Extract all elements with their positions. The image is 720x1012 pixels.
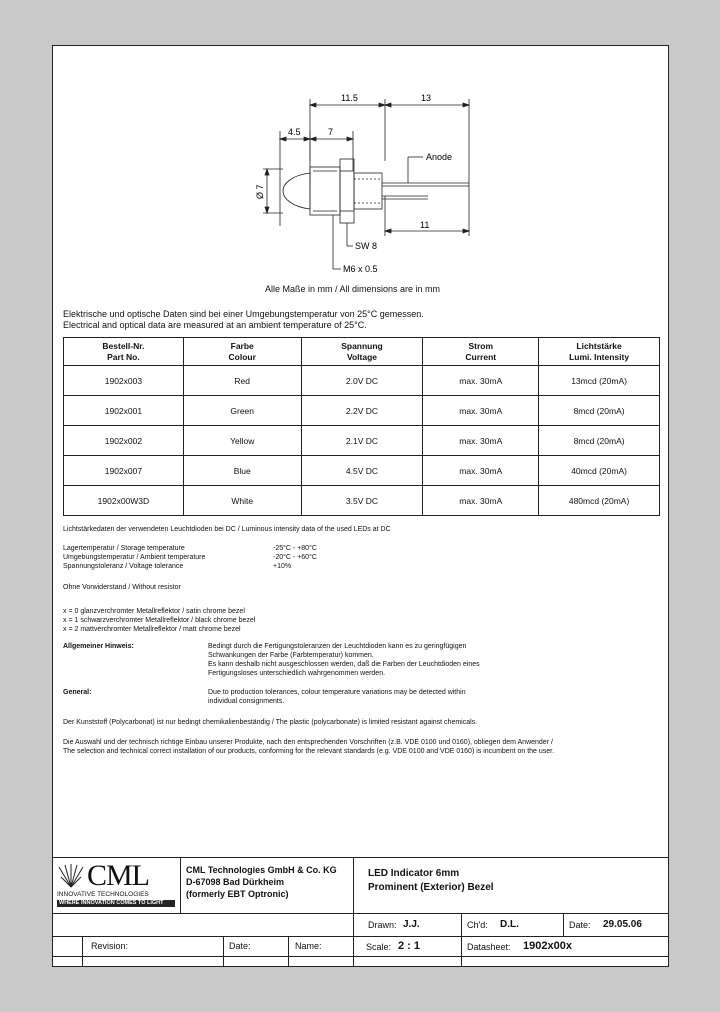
anode-label: Anode bbox=[426, 152, 453, 162]
note-selection-en: The selection and technical correct installation of our products, conforming for the relevant standards (e.g. VDE 0100 and VDE 0160) is incumbent on the user. bbox=[63, 748, 555, 755]
dim-4-5: 4.5 bbox=[288, 127, 301, 137]
tolerance-label: Spannungstoleranz / Voltage tolerance bbox=[63, 563, 184, 570]
drawn-value: J.J. bbox=[403, 919, 420, 930]
header-colour: Farbe Colour bbox=[183, 338, 301, 366]
datasheet-label: Datasheet: bbox=[467, 942, 511, 952]
cml-logo-icon bbox=[57, 863, 85, 889]
dim-11: 11 bbox=[420, 220, 430, 230]
cell-current: max. 30mA bbox=[423, 396, 539, 426]
cell-voltage: 2.0V DC bbox=[301, 366, 423, 396]
ambient-value: -20°C - +60°C bbox=[273, 554, 317, 561]
company-former: (formerly EBT Optronic) bbox=[186, 889, 289, 899]
dim-13: 13 bbox=[421, 93, 432, 103]
spec-table bbox=[63, 337, 660, 516]
thread-label: M6 x 0.5 bbox=[343, 264, 378, 274]
checked-label: Ch'd: bbox=[467, 920, 488, 930]
table-header-row bbox=[64, 338, 660, 366]
general-note-line: Es kann deshalb nicht ausgeschlossen werden, daß die Farben der Leuchtdioden eines bbox=[208, 661, 480, 668]
header-part-no: Bestell-Nr. Part No. bbox=[64, 338, 184, 366]
header-voltage: Spannung Voltage bbox=[301, 338, 423, 366]
title-block bbox=[53, 857, 668, 966]
revision-label: Revision: bbox=[91, 941, 129, 951]
note-plastic: Der Kunststoff (Polycarbonat) ist nur bedingt chemikalienbeständig / The plastic (polycarbonate) is limited resistant against chemicals. bbox=[63, 719, 478, 726]
cell-intensity: 8mcd (20mA) bbox=[539, 426, 660, 456]
cell-colour: White bbox=[183, 486, 301, 516]
product-title: LED Indicator 6mm bbox=[368, 868, 460, 879]
note-x1: x = 1 schwarzverchromter Metallreflektor / black chrome bezel bbox=[63, 617, 256, 624]
company-name: CML Technologies GmbH & Co. KG bbox=[186, 865, 337, 875]
cell-part-no: 1902x007 bbox=[64, 456, 184, 486]
datasheet-value: 1902x00x bbox=[523, 940, 572, 952]
ambient-label: Umgebungstemperatur / Ambient temperature bbox=[63, 554, 206, 561]
header-intensity: Lichtstärke Lumi. Intensity bbox=[539, 338, 660, 366]
drawing-sheet bbox=[52, 45, 669, 967]
revision-name-label: Name: bbox=[295, 941, 322, 951]
dim-7: 7 bbox=[328, 127, 334, 137]
general-note-label: Allgemeiner Hinweis: bbox=[63, 643, 134, 650]
note-selection-de: Die Auswahl und der technisch richtige Einbau unserer Produkte, nach den entsprechenden Vorschriften (z.B. VDE 0100 und 0160), obliegen dem Anwender / bbox=[63, 739, 553, 746]
tolerance-value: +10% bbox=[273, 563, 292, 570]
date-label: Date: bbox=[569, 920, 591, 930]
general-label: General: bbox=[63, 689, 92, 696]
cell-current: max. 30mA bbox=[423, 426, 539, 456]
logo-tagline: WHERE INNOVATION COMES TO LIGHT bbox=[59, 900, 164, 906]
dim-11-5: 11.5 bbox=[341, 93, 358, 103]
drawn-label: Drawn: bbox=[368, 920, 397, 930]
note-x0: x = 0 glanzverchromter Metallreflektor / satin chrome bezel bbox=[63, 608, 245, 615]
cell-intensity: 8mcd (20mA) bbox=[539, 396, 660, 426]
cell-voltage: 2.1V DC bbox=[301, 426, 423, 456]
note-x2: x = 2 mattverchromter Metallreflektor / matt chrome bezel bbox=[63, 626, 241, 633]
dim-diameter: Ø 7 bbox=[255, 184, 265, 199]
cell-voltage: 2.2V DC bbox=[301, 396, 423, 426]
scale-label: Scale: bbox=[366, 942, 392, 952]
logo-subtitle: INNOVATIVE TECHNOLOGIES bbox=[57, 891, 149, 898]
intro-en: Electrical and optical data are measured at an ambient temperature of 25°C. bbox=[63, 320, 367, 330]
checked-value: D.L. bbox=[500, 919, 519, 930]
revision-date-label: Date: bbox=[229, 941, 251, 951]
storage-value: -25°C - +80°C bbox=[273, 545, 317, 552]
table-row bbox=[64, 456, 660, 486]
intro-de: Elektrische und optische Daten sind bei einer Umgebungstemperatur von 25°C gemessen. bbox=[63, 309, 424, 319]
general-note-line: Schwankungen der Farbe (Farbtemperatur) kommen. bbox=[208, 652, 374, 659]
table-row bbox=[64, 396, 660, 426]
sw8-label: SW 8 bbox=[355, 241, 378, 251]
led-drawing bbox=[223, 91, 523, 281]
table-row bbox=[64, 366, 660, 396]
cell-current: max. 30mA bbox=[423, 456, 539, 486]
cell-intensity: 13mcd (20mA) bbox=[539, 366, 660, 396]
product-subtitle: Prominent (Exterior) Bezel bbox=[368, 882, 494, 893]
scale-value: 2 : 1 bbox=[398, 940, 421, 952]
cell-voltage: 4.5V DC bbox=[301, 456, 423, 486]
cell-colour: Blue bbox=[183, 456, 301, 486]
note-luminous: Lichtstärkedaten der verwendeten Leuchtdioden bei DC / Luminous intensity data of the used LEDs at DC bbox=[63, 526, 391, 533]
cell-colour: Red bbox=[183, 366, 301, 396]
note-resistor: Ohne Vorwiderstand / Without resistor bbox=[63, 584, 181, 591]
cell-current: max. 30mA bbox=[423, 486, 539, 516]
storage-label: Lagertemperatur / Storage temperature bbox=[63, 545, 185, 552]
header-current: Strom Current bbox=[423, 338, 539, 366]
date-value: 29.05.06 bbox=[603, 919, 642, 930]
table-row bbox=[64, 426, 660, 456]
cell-colour: Yellow bbox=[183, 426, 301, 456]
cell-voltage: 3.5V DC bbox=[301, 486, 423, 516]
cell-current: max. 30mA bbox=[423, 366, 539, 396]
general-note-line: Bedingt durch die Fertigungstoleranzen der Leuchtdioden kann es zu geringfügigen bbox=[208, 643, 467, 650]
cell-intensity: 40mcd (20mA) bbox=[539, 456, 660, 486]
cell-part-no: 1902x002 bbox=[64, 426, 184, 456]
general-note-line: Fertigungsloses unterschiedlich wahrgenommen werden. bbox=[208, 670, 386, 677]
company-address: D-67098 Bad Dürkheim bbox=[186, 877, 285, 887]
cell-part-no: 1902x003 bbox=[64, 366, 184, 396]
dimension-note: Alle Maße in mm / All dimensions are in mm bbox=[265, 284, 441, 294]
cell-colour: Green bbox=[183, 396, 301, 426]
cell-part-no: 1902x001 bbox=[64, 396, 184, 426]
cell-part-no: 1902x00W3D bbox=[64, 486, 184, 516]
general-line: individual consignments. bbox=[208, 698, 285, 705]
table-row bbox=[64, 486, 660, 516]
general-line: Due to production tolerances, colour temperature variations may be detected within bbox=[208, 689, 466, 696]
logo-text: CML bbox=[87, 859, 150, 892]
cell-intensity: 480mcd (20mA) bbox=[539, 486, 660, 516]
